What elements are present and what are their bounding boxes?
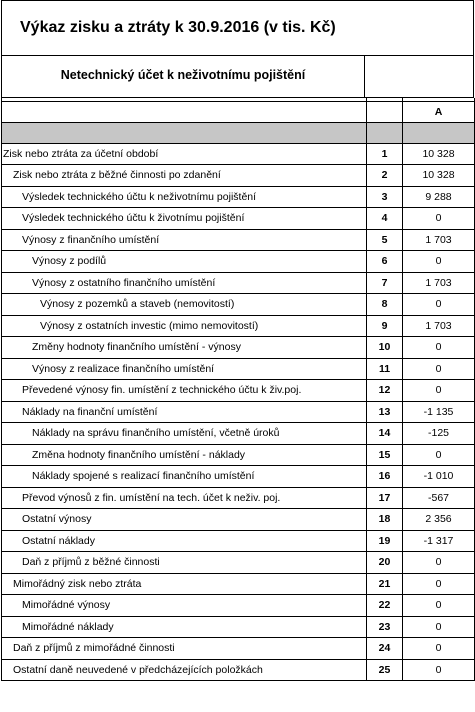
row-label: Mimořádné výnosy [2,595,367,617]
row-value: 0 [403,337,475,359]
row-number: 19 [367,530,403,552]
table-row [2,530,475,552]
row-label: Výsledek technického účtu k neživotnímu pojištění [2,186,367,208]
table-row [2,186,475,208]
row-label: Mimořádné náklady [2,616,367,638]
row-label: Výnosy z ostatního finančního umístění [2,272,367,294]
row-label: Ostatní výnosy [2,509,367,531]
row-label: Převedené výnosy fin. umístění z technického účtu k živ.poj. [2,380,367,402]
row-value: -1 010 [403,466,475,488]
row-value: 1 703 [403,229,475,251]
report-table [1,98,475,681]
row-number: 17 [367,487,403,509]
row-number: 25 [367,659,403,681]
table-row [2,552,475,574]
table-row [2,251,475,273]
report-sheet [1,0,474,681]
row-label: Výnosy z pozemků a staveb (nemovitostí) [2,294,367,316]
table-row [2,208,475,230]
row-number: 18 [367,509,403,531]
table-row [2,659,475,681]
grey-separator-row [2,122,475,143]
row-value: 9 288 [403,186,475,208]
row-number: 21 [367,573,403,595]
row-label: Daň z příjmů z běžné činnosti [2,552,367,574]
row-value: 10 328 [403,165,475,187]
row-value: -1 317 [403,530,475,552]
row-label: Výnosy z realizace finančního umístění [2,358,367,380]
row-number: 22 [367,595,403,617]
row-number: 10 [367,337,403,359]
row-number: 24 [367,638,403,660]
row-label: Výsledek technického účtu k životnímu pojištění [2,208,367,230]
row-value: 0 [403,616,475,638]
row-number: 2 [367,165,403,187]
column-header-a: A [403,101,475,122]
table-row [2,229,475,251]
row-value: -125 [403,423,475,445]
column-header-blank [2,101,367,122]
table-row [2,616,475,638]
table-row [2,358,475,380]
row-number: 8 [367,294,403,316]
row-number: 6 [367,251,403,273]
row-label: Daň z příjmů z mimořádné činnosti [2,638,367,660]
row-value: 2 356 [403,509,475,531]
row-value: 1 703 [403,315,475,337]
row-value: 0 [403,294,475,316]
row-number: 13 [367,401,403,423]
row-value: 0 [403,659,475,681]
row-number: 16 [367,466,403,488]
table-row [2,165,475,187]
row-label: Výnosy z podílů [2,251,367,273]
table-row [2,380,475,402]
row-label: Náklady na správu finančního umístění, včetně úroků [2,423,367,445]
column-header-blank [367,101,403,122]
column-header-row [2,101,475,122]
row-number: 23 [367,616,403,638]
row-label: Změny hodnoty finančního umístění - výnosy [2,337,367,359]
row-number: 5 [367,229,403,251]
row-label: Ostatní daně neuvedené v předcházejících položkách [2,659,367,681]
row-label: Převod výnosů z fin. umístění na tech. účet k neživ. poj. [2,487,367,509]
row-value: 0 [403,573,475,595]
section-header-blank [365,56,473,97]
table-row [2,638,475,660]
row-label: Výnosy z finančního umístění [2,229,367,251]
row-number: 12 [367,380,403,402]
row-label: Zisk nebo ztráta za účetní období [2,143,367,165]
row-number: 1 [367,143,403,165]
row-value: 0 [403,638,475,660]
row-label: Ostatní náklady [2,530,367,552]
row-value: 1 703 [403,272,475,294]
table-row [2,595,475,617]
row-number: 14 [367,423,403,445]
row-value: 0 [403,380,475,402]
row-number: 3 [367,186,403,208]
table-row [2,401,475,423]
table-row [2,272,475,294]
table-row [2,337,475,359]
row-value: 0 [403,208,475,230]
row-number: 4 [367,208,403,230]
row-label: Náklady spojené s realizací finančního umístění [2,466,367,488]
table-row [2,487,475,509]
table-row [2,573,475,595]
report-title: Výkaz zisku a ztráty k 30.9.2016 (v tis. Kč) [1,0,474,56]
table-row [2,143,475,165]
row-value: 10 328 [403,143,475,165]
table-row [2,423,475,445]
section-header-row [1,56,474,98]
section-header: Netechnický účet k neživotnímu pojištění [2,56,365,97]
row-value: 0 [403,251,475,273]
row-label: Náklady na finanční umístění [2,401,367,423]
row-number: 7 [367,272,403,294]
table-row [2,466,475,488]
row-value: -1 135 [403,401,475,423]
row-label: Výnosy z ostatních investic (mimo nemovitostí) [2,315,367,337]
row-label: Mimořádný zisk nebo ztráta [2,573,367,595]
row-value: 0 [403,358,475,380]
row-label: Zisk nebo ztráta z běžné činnosti po zdanění [2,165,367,187]
table-row [2,315,475,337]
row-value: -567 [403,487,475,509]
row-number: 20 [367,552,403,574]
row-value: 0 [403,552,475,574]
row-value: 0 [403,444,475,466]
row-label: Změna hodnoty finančního umístění - náklady [2,444,367,466]
table-row [2,294,475,316]
table-row [2,444,475,466]
table-row [2,509,475,531]
row-number: 15 [367,444,403,466]
row-number: 9 [367,315,403,337]
row-value: 0 [403,595,475,617]
row-number: 11 [367,358,403,380]
